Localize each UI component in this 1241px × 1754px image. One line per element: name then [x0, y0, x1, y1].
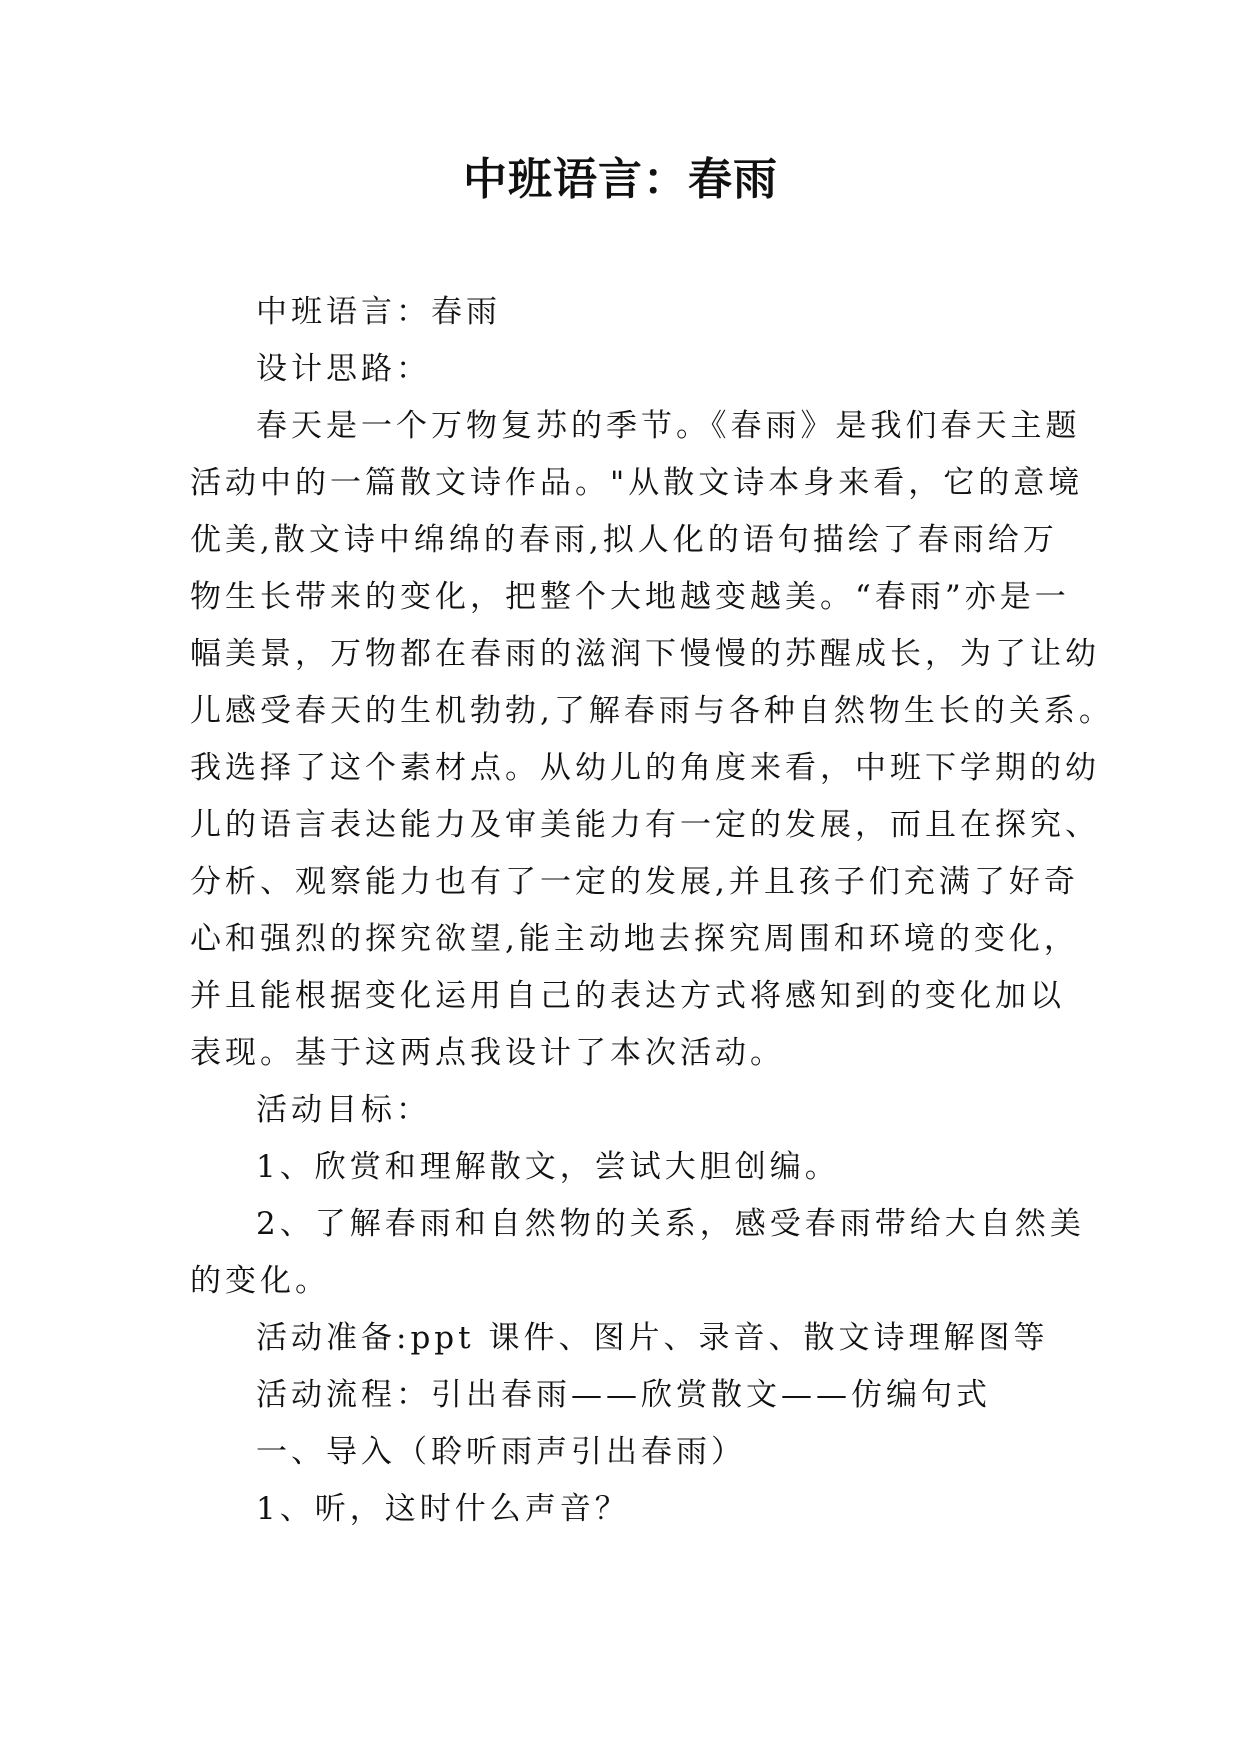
text-line: 儿感受春天的生机勃勃,了解春雨与各种自然物生长的关系。: [190, 693, 1114, 729]
text-line: 活动流程：引出春雨——欣赏散文——仿编句式: [256, 1377, 991, 1413]
text-line: 幅美景，万物都在春雨的滋润下慢慢的苏醒成长，为了让幼: [190, 636, 1100, 672]
text-line: 并且能根据变化运用自己的表达方式将感知到的变化加以: [190, 978, 1065, 1014]
text-line: 2、了解春雨和自然物的关系，感受春雨带给大自然美: [256, 1206, 1085, 1242]
text-line: 1、欣赏和理解散文，尝试大胆创编。: [256, 1149, 840, 1185]
text-line: 心和强烈的探究欲望,能主动地去探究周围和环境的变化，: [190, 921, 1079, 957]
text-line: 活动中的一篇散文诗作品。"从散文诗本身来看，它的意境: [190, 465, 1084, 501]
page-title: 中班语言：春雨: [463, 154, 778, 205]
text-line: 一、导入（聆听雨声引出春雨）: [256, 1434, 746, 1470]
document-body: [190, 284, 1114, 1538]
text-line: 我选择了这个素材点。从幼儿的角度来看，中班下学期的幼: [190, 750, 1100, 786]
text-line: 1、听，这时什么声音？: [256, 1491, 630, 1527]
text-line: 表现。基于这两点我设计了本次活动。: [190, 1035, 785, 1071]
text-line: 设计思路：: [256, 351, 431, 387]
text-line: 活动目标：: [256, 1092, 431, 1128]
text-line: 分析、观察能力也有了一定的发展,并且孩子们充满了好奇: [190, 864, 1079, 900]
text-line: 中班语言：春雨: [256, 294, 501, 330]
text-line: 优美,散文诗中绵绵的春雨,拟人化的语句描绘了春雨给万: [190, 522, 1058, 558]
text-line: 的变化。: [190, 1263, 330, 1299]
text-line: 儿的语言表达能力及审美能力有一定的发展，而且在探究、: [190, 807, 1100, 843]
text-line: 春天是一个万物复苏的季节。《春雨》是我们春天主题: [256, 408, 1081, 444]
text-line: 活动准备:ppt 课件、图片、录音、散文诗理解图等: [256, 1320, 1049, 1356]
text-line: 物生长带来的变化，把整个大地越变越美。“春雨”亦是一: [190, 579, 1070, 615]
